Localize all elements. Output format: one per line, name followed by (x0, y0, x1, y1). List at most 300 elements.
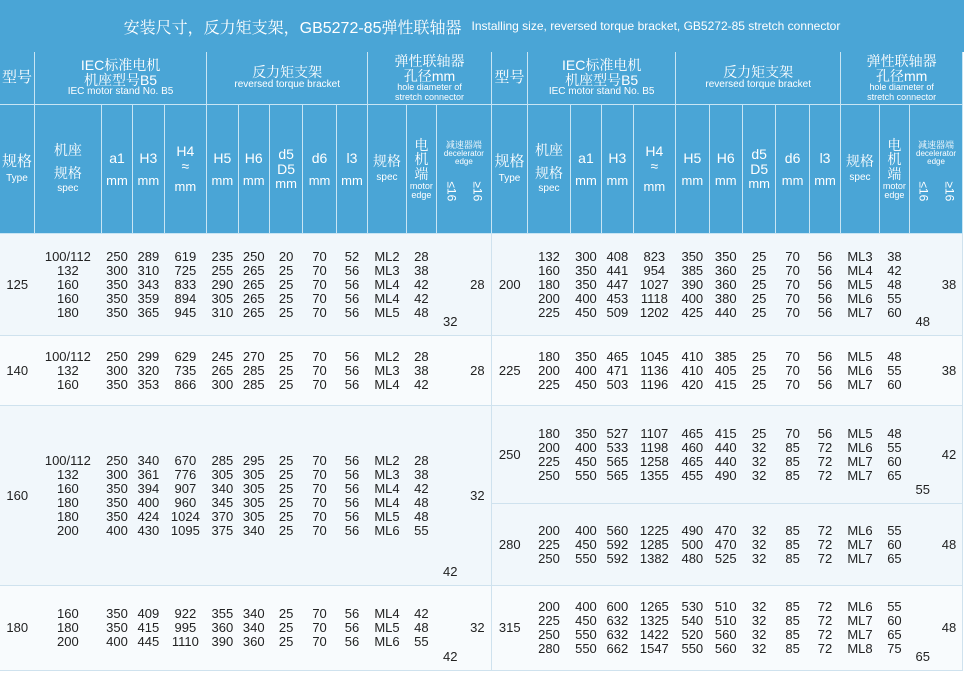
cell-value: 25 (751, 276, 767, 292)
right-ge16-cell (936, 406, 963, 504)
cell-value: 28 (414, 348, 429, 364)
left-ge16-cell (464, 336, 491, 406)
decelerator-edge-header-right: 减速器端 decelerator edge ≤16 ≥16 (910, 105, 963, 234)
cell-value: 400 (575, 290, 597, 306)
cell-value: 430 (137, 522, 160, 538)
cell-value: 265 (242, 304, 265, 320)
cell-value: 540 (681, 613, 704, 628)
left-d5-cell (269, 586, 302, 671)
cell-value: 38 (414, 466, 429, 482)
cell-value: 409 (137, 606, 160, 621)
cell-value: 1095 (170, 522, 200, 538)
cell-value: 340 (242, 620, 265, 635)
frame-header: 机座 规格 spec (34, 105, 101, 234)
cell-value: 360 (714, 276, 737, 292)
right-d6-cell (776, 586, 809, 671)
cell-value: 55 (414, 522, 429, 538)
cell-value: 500 (681, 536, 704, 552)
right-h6-cell (709, 336, 742, 406)
right-d5-values (742, 350, 775, 392)
left-d5-values (269, 454, 302, 538)
cell-value: 400 (681, 290, 704, 306)
cell-value: 65 (887, 627, 902, 642)
cell-value: 265 (242, 276, 265, 292)
cell-value: 25 (278, 376, 294, 392)
right-motor-values (879, 427, 909, 483)
cell-value: 424 (137, 508, 160, 524)
cell-value: 470 (714, 536, 737, 552)
right-d6-values (776, 427, 809, 483)
right-d6-cell (776, 406, 809, 504)
left-le16-cell (437, 234, 464, 336)
cell-value: 56 (344, 452, 360, 468)
cell-value: 32 (751, 522, 767, 538)
cell-value: 225 (538, 536, 560, 552)
cell-value: 425 (681, 304, 704, 320)
ge16-value: 38 (941, 276, 957, 292)
cell-value: 42 (414, 290, 429, 306)
cell-value: 25 (278, 508, 294, 524)
right-h5-cell (676, 504, 709, 586)
cell-value: 405 (714, 362, 737, 378)
cell-value: 160 (57, 376, 79, 392)
cell-value: 725 (174, 262, 197, 278)
cell-value: 550 (575, 627, 597, 642)
cell-value: 70 (312, 276, 327, 292)
a1-header: a1 mm (101, 105, 132, 234)
right-spec-values (841, 350, 879, 392)
spec-table (0, 52, 963, 671)
cell-value: 592 (606, 536, 629, 552)
cell-value: 465 (681, 453, 704, 469)
cell-value: 25 (278, 362, 294, 378)
left-frame-values (34, 250, 101, 320)
cell-value: 56 (344, 494, 360, 510)
right-h5-cell (676, 406, 709, 504)
right-l3-cell (809, 406, 840, 504)
cell-value: 300 (211, 376, 234, 392)
cell-value: 235 (211, 248, 234, 264)
right-h4-cell (633, 504, 676, 586)
motor-edge-header: 电机端 motor edge (406, 105, 436, 234)
right-h4-values (633, 250, 676, 320)
cell-value: 132 (538, 248, 560, 264)
cell-value: 735 (174, 362, 197, 378)
right-h3-cell (602, 586, 633, 671)
cell-value: 52 (344, 248, 360, 264)
cell-value: 200 (57, 522, 79, 538)
left-h4-values (164, 607, 207, 649)
right-motor-cell (879, 336, 909, 406)
cell-value: 56 (344, 262, 360, 278)
left-type-cell: 180 (0, 586, 34, 671)
right-d6-cell (776, 336, 809, 406)
cell-value: 550 (575, 467, 597, 483)
cell-value: 25 (278, 494, 294, 510)
cell-value: 25 (278, 466, 294, 482)
le16-value: 42 (443, 564, 458, 579)
cell-value: 441 (606, 262, 629, 278)
cell-value: 60 (887, 304, 902, 320)
cell-value: 285 (242, 362, 265, 378)
left-d6-values (303, 454, 336, 538)
cell-value: 360 (714, 262, 737, 278)
left-a1-cell (101, 406, 132, 586)
cell-value: ML2 (374, 248, 400, 264)
right-l3-cell (809, 586, 840, 671)
cell-value: ML5 (374, 508, 400, 524)
right-h4-cell (633, 234, 676, 336)
left-l3-values (336, 607, 367, 649)
right-le16-cell (910, 234, 936, 336)
cell-value: 350 (575, 348, 597, 364)
cell-value: 1136 (640, 362, 669, 378)
right-a1-values (570, 600, 601, 656)
cell-value: 72 (817, 550, 833, 566)
cell-value: 1198 (640, 439, 669, 455)
cell-value: 361 (137, 466, 160, 482)
cell-value: 280 (538, 641, 560, 656)
cell-value: 894 (174, 290, 197, 306)
cell-value: 380 (714, 290, 737, 306)
cell-value: 353 (137, 376, 160, 392)
left-le16-cell (437, 336, 464, 406)
cell-value: 85 (785, 613, 800, 628)
left-h3-cell (133, 586, 164, 671)
cell-value: 25 (751, 248, 767, 264)
cell-value: 450 (575, 376, 597, 392)
right-h3-values (602, 350, 633, 392)
left-h5-values (207, 454, 238, 538)
cell-value: 55 (887, 290, 902, 306)
right-h6-values (709, 427, 742, 483)
ge16-label-right: ≥16 (942, 181, 957, 202)
ge16-value: 28 (470, 276, 485, 292)
cell-value: 200 (538, 362, 560, 378)
cell-value: 300 (106, 262, 128, 278)
right-h5-cell (676, 586, 709, 671)
cell-value: ML4 (374, 606, 400, 621)
cell-value: 250 (242, 248, 265, 264)
cell-value: 350 (575, 262, 597, 278)
cell-value: 600 (606, 599, 629, 614)
right-le16-cell (910, 586, 936, 671)
right-d6-values (776, 250, 809, 320)
cell-value: 56 (344, 376, 360, 392)
left-a1-values (101, 350, 132, 392)
cell-value: 56 (344, 304, 360, 320)
cell-value: 340 (242, 522, 265, 538)
title-en: Installing size, reversed torque bracket, GB5272-85 stretch connector (471, 19, 841, 33)
cell-value: ML6 (847, 362, 873, 378)
right-h6-cell (709, 406, 742, 504)
cell-value: 60 (887, 613, 902, 628)
cell-value: 85 (785, 536, 800, 552)
cell-value: 56 (817, 262, 833, 278)
left-motor-values (406, 250, 436, 320)
right-spec-cell (841, 586, 879, 671)
cell-value: ML3 (374, 466, 400, 482)
iec-group-header-right: IEC标准电机 机座型号B5 IEC motor stand No. B5 (528, 52, 676, 105)
cell-value: ML3 (847, 248, 873, 264)
cell-value: ML6 (847, 439, 873, 455)
cell-value: 550 (575, 550, 597, 566)
cell-value: 25 (278, 634, 294, 649)
cell-value: 520 (681, 627, 704, 642)
cell-value: 465 (606, 348, 629, 364)
cell-value: 85 (785, 641, 800, 656)
right-h3-values (602, 427, 633, 483)
cell-value: 565 (606, 453, 629, 469)
type-header-top: 型号 (0, 52, 34, 105)
right-h3-cell (602, 234, 633, 336)
cell-value: 32 (751, 467, 767, 483)
cell-value: 32 (751, 453, 767, 469)
cell-value: 320 (137, 362, 160, 378)
cell-value: 776 (174, 466, 197, 482)
cell-value: 70 (312, 262, 327, 278)
right-l3-values (809, 427, 840, 483)
cell-value: 42 (887, 262, 902, 278)
cell-value: 48 (414, 494, 429, 510)
left-d6-cell (303, 234, 336, 336)
cell-value: 503 (606, 376, 629, 392)
cell-value: 1265 (639, 599, 669, 614)
right-frame-values (528, 524, 571, 566)
ge16-value: 28 (470, 362, 485, 378)
cell-value: 32 (751, 641, 767, 656)
cell-value: 70 (312, 452, 327, 468)
h5-header-right: H5 mm (676, 105, 709, 234)
cell-value: 48 (887, 276, 902, 292)
cell-value: 32 (751, 550, 767, 566)
right-frame-cell (528, 586, 571, 671)
table-row (0, 234, 963, 336)
cell-value: ML5 (374, 620, 400, 635)
right-h4-values (633, 427, 676, 483)
cell-value: 954 (643, 262, 666, 278)
cell-value: 245 (211, 348, 234, 364)
left-d6-cell (303, 406, 336, 586)
right-ge16-cell (936, 504, 963, 586)
cell-value: 180 (538, 348, 560, 364)
cell-value: 32 (751, 599, 767, 614)
cell-value: 250 (538, 467, 560, 483)
left-ge16-cell (464, 234, 491, 336)
cell-value: 305 (242, 466, 265, 482)
right-frame-values (528, 250, 571, 320)
ge16-value: 42 (941, 446, 957, 462)
conn-spec-header-right: 规格 spec (841, 105, 879, 234)
cell-value: 305 (242, 480, 265, 496)
left-spec-cell (368, 234, 406, 336)
cell-value: 25 (278, 480, 294, 496)
cell-value: 290 (211, 276, 234, 292)
cell-value: 550 (681, 641, 704, 656)
right-le16-cell (910, 336, 936, 406)
left-d6-cell (303, 586, 336, 671)
cell-value: 42 (414, 480, 429, 496)
right-le16-cell (910, 504, 936, 586)
left-d6-cell (303, 336, 336, 406)
right-h5-cell (676, 336, 709, 406)
cell-value: 70 (312, 376, 327, 392)
le16-label-right: ≤16 (916, 181, 931, 202)
right-d6-cell (776, 234, 809, 336)
right-h5-values (676, 600, 709, 656)
cell-value: 48 (414, 508, 429, 524)
cell-value: 100/112 (44, 452, 91, 468)
cell-value: 400 (106, 634, 128, 649)
cell-value: 471 (606, 362, 629, 378)
right-h6-cell (709, 234, 742, 336)
right-spec-cell (841, 336, 879, 406)
cell-value: 527 (606, 425, 629, 441)
cell-value: ML8 (847, 641, 873, 656)
cell-value: 25 (751, 376, 767, 392)
cell-value: 56 (344, 508, 360, 524)
d6-header: d6 mm (303, 105, 336, 234)
cell-value: 60 (887, 453, 902, 469)
cell-value: 1202 (639, 304, 669, 320)
cell-value: 70 (785, 425, 800, 441)
left-l3-values (336, 454, 367, 538)
cell-value: 200 (538, 290, 560, 306)
cell-value: 55 (414, 634, 429, 649)
right-type-cell: 250 (491, 406, 527, 504)
cell-value: 56 (344, 466, 360, 482)
cell-value: 922 (174, 606, 197, 621)
cell-value: 85 (785, 550, 800, 566)
cell-value: 250 (106, 348, 128, 364)
left-spec-cell (368, 406, 406, 586)
h5-header: H5 mm (207, 105, 238, 234)
right-frame-cell (528, 336, 571, 406)
right-h4-cell (633, 336, 676, 406)
cell-value: 350 (575, 276, 597, 292)
left-l3-values (336, 250, 367, 320)
cell-value: ML5 (374, 304, 400, 320)
title-zh: 安装尺寸，反力矩支架，GB5272-85弹性联轴器 (123, 19, 462, 37)
cell-value: 42 (414, 276, 429, 292)
cell-value: 160 (57, 606, 79, 621)
cell-value: 38 (414, 362, 429, 378)
cell-value: 455 (681, 467, 704, 483)
left-h6-values (238, 250, 269, 320)
cell-value: 1027 (639, 276, 669, 292)
left-l3-cell (336, 586, 367, 671)
cell-value: 470 (714, 522, 737, 538)
cell-value: 415 (714, 425, 737, 441)
cell-value: 180 (57, 508, 79, 524)
left-h6-cell (238, 406, 269, 586)
cell-value: 70 (785, 276, 800, 292)
cell-value: ML4 (374, 376, 400, 392)
left-l3-values (336, 350, 367, 392)
right-type-cell: 280 (491, 504, 527, 586)
cell-value: 385 (681, 262, 704, 278)
cell-value: 410 (681, 362, 704, 378)
cell-value: 299 (137, 348, 160, 364)
right-l3-values (809, 600, 840, 656)
cell-value: 70 (785, 348, 800, 364)
cell-value: 100/112 (44, 248, 91, 264)
left-h6-values (238, 607, 269, 649)
left-motor-values (406, 454, 436, 538)
cell-value: 350 (106, 276, 128, 292)
cell-value: 72 (817, 627, 833, 642)
le16-value: 42 (443, 649, 458, 664)
left-h6-cell (238, 234, 269, 336)
cell-value: 160 (57, 290, 79, 306)
right-d5-values (742, 250, 775, 320)
left-h6-values (238, 454, 269, 538)
cell-value: 70 (312, 508, 327, 524)
cell-value: ML4 (374, 290, 400, 306)
left-h4-cell (164, 336, 207, 406)
type-header-right: 规格 Type (491, 105, 527, 234)
cell-value: 48 (887, 425, 902, 441)
cell-value: 415 (714, 376, 737, 392)
h4-header-right: H4 ≈ mm (633, 105, 676, 234)
iec-group-header: IEC标准电机 机座型号B5 IEC motor stand No. B5 (34, 52, 206, 105)
cell-value: 360 (211, 620, 234, 635)
cell-value: 833 (174, 276, 197, 292)
cell-value: 72 (817, 536, 833, 552)
right-h6-cell (709, 504, 742, 586)
cell-value: 1196 (640, 376, 669, 392)
cell-value: 343 (137, 276, 160, 292)
cell-value: ML4 (374, 480, 400, 496)
right-a1-cell (570, 406, 601, 504)
left-motor-values (406, 607, 436, 649)
right-a1-values (570, 250, 601, 320)
type-header-top-right: 型号 (491, 52, 527, 105)
right-frame-values (528, 350, 571, 392)
cell-value: 200 (538, 522, 560, 538)
le16-label: ≤16 (443, 181, 458, 202)
cell-value: 350 (681, 248, 704, 264)
left-ge16-cell (464, 586, 491, 671)
right-frame-values (528, 600, 571, 656)
right-l3-cell (809, 504, 840, 586)
left-h4-cell (164, 586, 207, 671)
right-motor-values (879, 350, 909, 392)
left-h4-cell (164, 234, 207, 336)
l3-header-right: l3 mm (809, 105, 840, 234)
cell-value: 907 (174, 480, 197, 496)
right-le16-cell (910, 406, 936, 504)
cell-value: 350 (575, 425, 597, 441)
h6-header: H6 mm (238, 105, 269, 234)
cell-value: 1325 (639, 613, 669, 628)
right-h3-values (602, 524, 633, 566)
right-h5-cell (676, 234, 709, 336)
right-h3-cell (602, 336, 633, 406)
cell-value: 32 (751, 627, 767, 642)
cell-value: 180 (57, 494, 79, 510)
cell-value: 450 (575, 536, 597, 552)
cell-value: 305 (242, 494, 265, 510)
cell-value: 85 (785, 522, 800, 538)
cell-value: 70 (785, 262, 800, 278)
cell-value: ML6 (847, 290, 873, 306)
right-d5-cell (742, 586, 775, 671)
cell-value: 85 (785, 453, 800, 469)
right-motor-values (879, 524, 909, 566)
cell-value: 56 (344, 620, 360, 635)
cell-value: 662 (606, 641, 629, 656)
